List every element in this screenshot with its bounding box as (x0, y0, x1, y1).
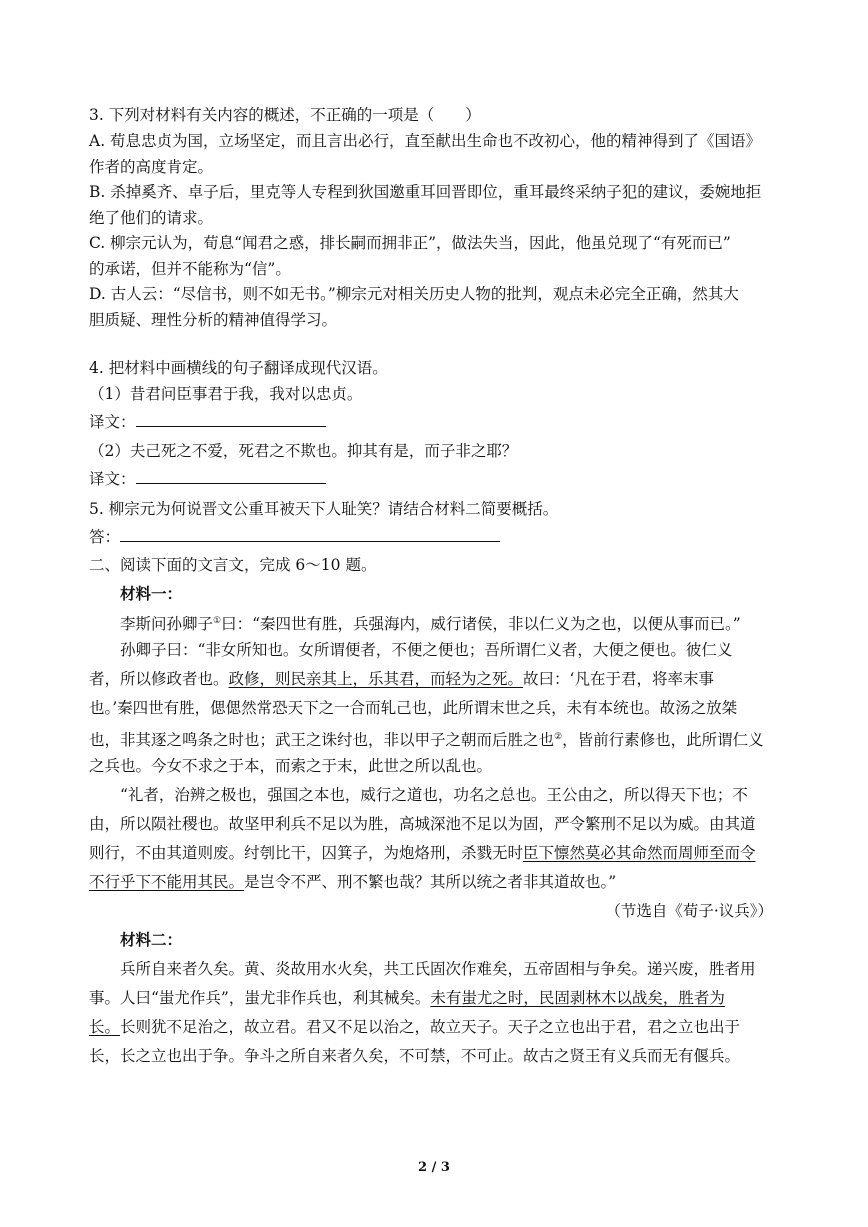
material1-line4: 也。’秦四世有胜，偲偲然常恐天下之一合而轧己也，此所谓末世之兵，未有本统也。故汤之放桀 (89, 699, 738, 717)
page-number: 2 / 3 (418, 1160, 450, 1175)
material1-source: （节选自《荀子·议兵》） (605, 902, 773, 920)
answer-label: 答： (89, 528, 121, 546)
translation-label: 译文： (89, 413, 136, 431)
q4-translation-2 (89, 467, 326, 490)
answer-blank[interactable] (136, 467, 326, 484)
material1-title: 材料一： (120, 584, 183, 603)
footnote-marker: ② (554, 732, 563, 742)
underlined-sentence: 未有蚩尤之时，民固剥林木以战矣，胜者为 (430, 989, 725, 1007)
q3-option-c-line1: C. 柳宗元认为，荀息“闻君之惑，排长嗣而拥非正”，做法失当，因此，他虽兑现了“有死而已” (89, 234, 731, 252)
underlined-sentence: 政修，则民亲其上，乐其君，而轻为之死。 (228, 670, 524, 688)
q5-stem: 5. 柳宗元为何说晋文公重耳被天下人耻笑？请结合材料二简要概括。 (89, 500, 559, 518)
q4-stem: 4. 把材料中画横线的句子翻译成现代汉语。 (89, 359, 388, 377)
answer-blank[interactable] (120, 525, 500, 542)
material2-line1: 兵所自来者久矣。黄、炎故用水火矣，共工氏固次作难矣，五帝固相与争矣。递兴废，胜者用 (120, 960, 756, 978)
material1-line7: “礼者，治辨之极也，强国之本也，威行之道也，功名之总也。王公由之，所以得天下也；不 (120, 786, 748, 804)
footnote-marker: ① (213, 616, 222, 626)
translation-label: 译文： (89, 470, 136, 488)
underlined-sentence: 臣下懔然莫必其命然而周师至而令 (523, 844, 756, 862)
q4-translation-1 (89, 410, 326, 433)
material2-title: 材料二： (120, 930, 183, 949)
underlined-sentence: 长。 (89, 1018, 121, 1036)
section2-heading: 二、阅读下面的文言文，完成 6～10 题。 (89, 556, 377, 574)
q4-sentence-2: （2）夫己死之不爱，死君之不欺也。抑其有是，而子非之耶？ (89, 442, 518, 460)
answer-blank[interactable] (136, 410, 326, 427)
q3-option-a-line2: 作者的高度肯定。 (89, 158, 214, 176)
underlined-sentence: 不行乎下不能用其民。 (89, 873, 245, 891)
q3-option-d-line1: D. 古人云：“尽信书，则不如无书。”柳宗元对相关历史人物的批判，观点未必完全正确，然其大 (89, 285, 739, 303)
material1-line8: 由，所以陨社稷也。故坚甲利兵不足以为胜，高城深池不足以为固，严令繁刑不足以为威。由其道 (89, 815, 756, 833)
material2-line4: 长，长之立也出于争。争斗之所自来者久矣，不可禁，不可止。故古之贤王有义兵而无有偃兵。 (89, 1047, 741, 1065)
material1-line5: 也，非其逐之鸣条之时也；武王之诛纣也，非以甲子之朝而后胜之也②，皆前行素修也，此所谓仁义 (89, 731, 764, 750)
q4-sentence-1: （1）昔君问臣事君于我，我对以忠贞。 (89, 385, 363, 403)
q3-option-b-line1: B. 杀掉奚齐、卓子后，里克等人专程到狄国邀重耳回晋即位，重耳最终采纳子犯的建议，委婉地拒 (89, 183, 762, 201)
q5-answer-line (89, 525, 500, 548)
material1-line3: 者，所以修政者也。政修，则民亲其上，乐其君，而轻为之死。故曰：‘凡在于君，将率末事 (89, 670, 714, 688)
q3-option-b-line2: 绝了他们的请求。 (89, 209, 214, 227)
q3-option-a-line1: A. 荀息忠贞为国，立场坚定，而且言出必行，直至献出生命也不改初心，他的精神得到了《国语》 (89, 132, 762, 150)
material2-line3: 长。长则犹不足治之，故立君。君又不足以治之，故立天子。天子之立也出于君，君之立也出于 (89, 1018, 741, 1036)
q3-option-d-line2: 胆质疑、理性分析的精神值得学习。 (89, 311, 338, 329)
q3-stem: 3. 下列对材料有关内容的概述，不正确的一项是（ ） (89, 106, 481, 124)
material2-line2: 事。人曰“蚩尤作兵”，蚩尤非作兵也，利其械矣。未有蚩尤之时，民固剥林木以战矣，胜者为 (89, 989, 725, 1007)
material1-line9: 则行，不由其道则废。纣刳比干，囚箕子，为炮烙刑，杀戮无时臣下懔然莫必其命然而周师至而令 (89, 844, 756, 862)
q3-option-c-line2: 的承诺，但并不能称为“信”。 (89, 260, 291, 278)
material1-line2: 孙卿子曰：“非女所知也。女所谓便者，不便之便也；吾所谓仁义者，大便之便也。彼仁义 (120, 641, 733, 659)
material1-line6: 之兵也。今女不求之于本，而索之于末，此世之所以乱也。 (89, 757, 493, 775)
material1-line10: 不行乎下不能用其民。是岂令不严、刑不繁也哉？其所以统之者非其道故也。” (89, 873, 617, 891)
material1-line1: 李斯问孙卿子①曰：“秦四世有胜，兵强海内，威行诸侯，非以仁义为之也，以便从事而已。” (120, 615, 741, 634)
